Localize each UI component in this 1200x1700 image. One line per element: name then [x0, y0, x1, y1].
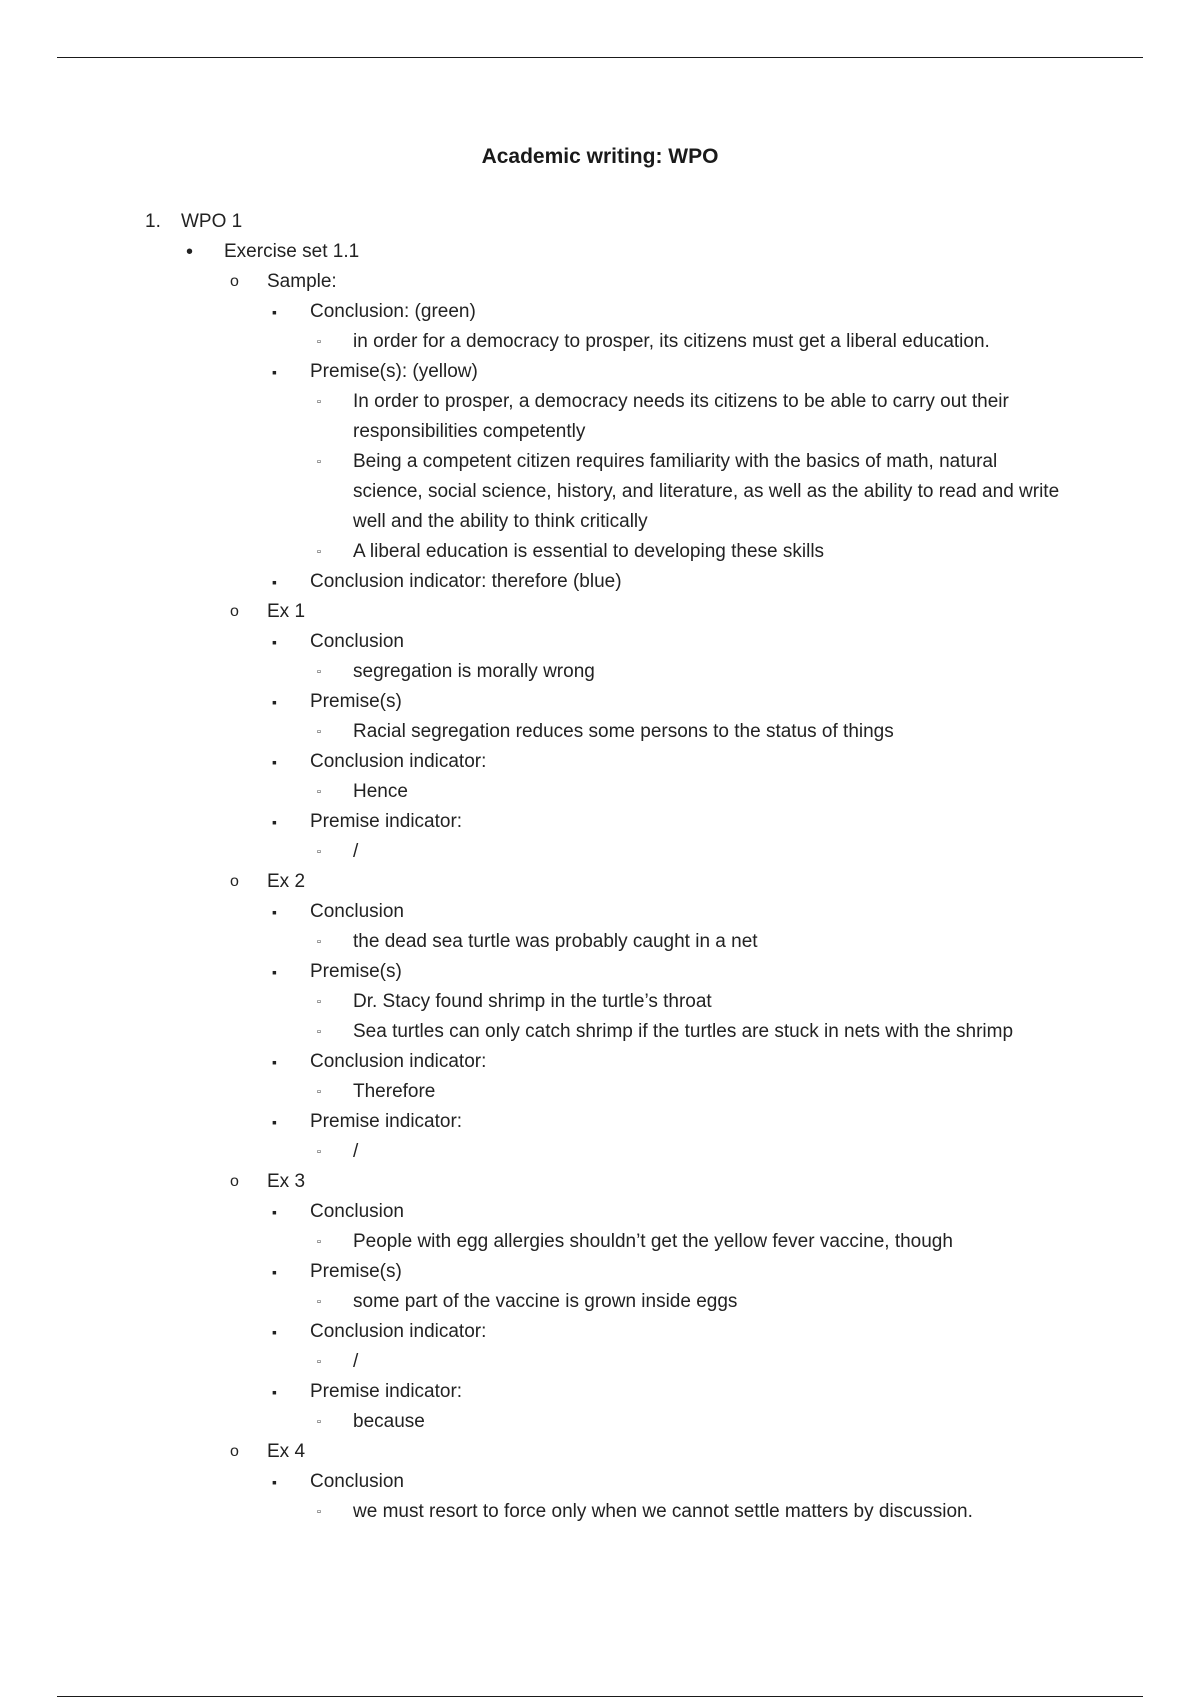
small-square-bullet-icon: ▫ — [317, 1026, 321, 1038]
small-square-bullet-icon: ▫ — [317, 456, 321, 468]
square-bullet-icon: ▪ — [272, 1474, 277, 1490]
ex3-conclusion-indicator-value: / — [353, 1351, 359, 1372]
ex2-conclusion-label: Conclusion — [310, 901, 404, 922]
small-square-bullet-icon: ▫ — [317, 1416, 321, 1428]
square-bullet-icon: ▪ — [272, 1204, 277, 1220]
small-square-bullet-icon: ▫ — [317, 846, 321, 858]
square-bullet-icon: ▪ — [272, 634, 277, 650]
list-item-ex2-conclusion-indicator-value — [0, 1077, 1200, 1107]
square-bullet-icon: ▪ — [272, 1114, 277, 1130]
small-square-bullet-icon: ▫ — [317, 1086, 321, 1098]
ex1-premise-text: Racial segregation reduces some persons to the status of things — [353, 721, 894, 742]
bullet-icon: • — [186, 241, 194, 263]
list-item-sample-premise-1 — [0, 387, 1200, 447]
list-item-ex2-premise-1 — [0, 987, 1200, 1017]
sample-conclusion-text: in order for a democracy to prosper, its citizens must get a liberal education. — [353, 331, 990, 352]
ex2-premise-indicator-value: / — [353, 1141, 359, 1162]
list-item-ex3-premise-indicator-value — [0, 1407, 1200, 1437]
list-item-ex3-conclusion-indicator-value — [0, 1347, 1200, 1377]
square-bullet-icon: ▪ — [272, 364, 277, 380]
list-item-ex2-conclusion-indicator — [0, 1047, 1200, 1077]
list-item-sample-indicator — [0, 567, 1200, 597]
list-item-ex1-premises — [0, 687, 1200, 717]
ex2-premise-text: Dr. Stacy found shrimp in the turtle’s throat — [353, 991, 712, 1012]
list-item-ex2-premises — [0, 957, 1200, 987]
list-item-ex2-conclusion-text — [0, 927, 1200, 957]
square-bullet-icon: ▪ — [272, 1384, 277, 1400]
sample-indicator-text: Conclusion indicator: therefore (blue) — [310, 571, 622, 592]
list-item-ex3-premise-1 — [0, 1287, 1200, 1317]
list-item-ex4 — [0, 1437, 1200, 1467]
small-square-bullet-icon: ▫ — [317, 546, 321, 558]
square-bullet-icon: ▪ — [272, 1264, 277, 1280]
ex1-label: Ex 1 — [267, 601, 306, 622]
ex2-conclusion-text: the dead sea turtle was probably caught in a net — [353, 931, 758, 952]
ex4-conclusion-text: we must resort to force only when we cannot settle matters by discussion. — [353, 1501, 973, 1522]
small-square-bullet-icon: ▫ — [317, 786, 321, 798]
list-item-ex1-premise-indicator — [0, 807, 1200, 837]
ex2-premise-text: Sea turtles can only catch shrimp if the turtles are stuck in nets with the shrimp — [353, 1021, 1014, 1042]
square-bullet-icon: ▪ — [272, 754, 277, 770]
document-body — [0, 207, 1200, 1527]
sample-premise-text: In order to prosper, a democracy needs its citizens to be able to carry out their responsibilities competently — [353, 391, 1009, 442]
circle-bullet-icon: o — [230, 1173, 239, 1190]
list-item-ex2-premise-indicator-value — [0, 1137, 1200, 1167]
ex3-premise-indicator-label: Premise indicator: — [310, 1381, 463, 1402]
list-item-ex1 — [0, 597, 1200, 627]
ex3-premise-indicator-value: because — [353, 1411, 425, 1432]
list-item-ex1-premise-indicator-value — [0, 837, 1200, 867]
list-item-exercise-set — [0, 237, 1200, 267]
small-square-bullet-icon: ▫ — [317, 666, 321, 678]
ex3-conclusion-label: Conclusion — [310, 1201, 404, 1222]
small-square-bullet-icon: ▫ — [317, 336, 321, 348]
list-item-ex2 — [0, 867, 1200, 897]
footer-rule — [57, 1696, 1143, 1697]
ex3-conclusion-indicator-label: Conclusion indicator: — [310, 1321, 487, 1342]
list-item-section — [0, 207, 1200, 237]
ex3-conclusion-text: People with egg allergies shouldn’t get the yellow fever vaccine, though — [353, 1231, 953, 1252]
list-item-ex4-conclusion-text — [0, 1497, 1200, 1527]
small-square-bullet-icon: ▫ — [317, 1146, 321, 1158]
section-heading: WPO 1 — [181, 211, 243, 232]
list-item-sample-conclusion — [0, 297, 1200, 327]
ex4-conclusion-label: Conclusion — [310, 1471, 404, 1492]
small-square-bullet-icon: ▫ — [317, 396, 321, 408]
list-item-sample-premises — [0, 357, 1200, 387]
document-title — [0, 145, 1200, 169]
small-square-bullet-icon: ▫ — [317, 1296, 321, 1308]
list-item-sample-conclusion-text — [0, 327, 1200, 357]
small-square-bullet-icon: ▫ — [317, 726, 321, 738]
ex1-conclusion-indicator-label: Conclusion indicator: — [310, 751, 487, 772]
sample-conclusion-label: Conclusion: (green) — [310, 301, 476, 322]
ex2-label: Ex 2 — [267, 871, 306, 892]
ex1-premise-indicator-label: Premise indicator: — [310, 811, 463, 832]
ex3-premise-text: some part of the vaccine is grown inside eggs — [353, 1291, 738, 1312]
list-item-sample — [0, 267, 1200, 297]
list-item-sample-premise-2 — [0, 447, 1200, 537]
list-item-ex1-conclusion-text — [0, 657, 1200, 687]
small-square-bullet-icon: ▫ — [317, 1356, 321, 1368]
small-square-bullet-icon: ▫ — [317, 996, 321, 1008]
list-item-ex2-premise-2 — [0, 1017, 1200, 1047]
circle-bullet-icon: o — [230, 603, 239, 620]
list-item-ex3-conclusion-indicator — [0, 1317, 1200, 1347]
list-item-sample-premise-3 — [0, 537, 1200, 567]
sample-premises-label: Premise(s): (yellow) — [310, 361, 478, 382]
ex4-label: Ex 4 — [267, 1441, 306, 1462]
small-square-bullet-icon: ▫ — [317, 936, 321, 948]
list-item-ex3-premises — [0, 1257, 1200, 1287]
list-item-ex1-premise-1 — [0, 717, 1200, 747]
square-bullet-icon: ▪ — [272, 1324, 277, 1340]
square-bullet-icon: ▪ — [272, 574, 277, 590]
list-item-ex2-conclusion — [0, 897, 1200, 927]
ex1-premise-indicator-value: / — [353, 841, 359, 862]
list-item-ex3-conclusion — [0, 1197, 1200, 1227]
square-bullet-icon: ▪ — [272, 694, 277, 710]
square-bullet-icon: ▪ — [272, 904, 277, 920]
exercise-set-heading: Exercise set 1.1 — [224, 241, 360, 262]
square-bullet-icon: ▪ — [272, 1054, 277, 1070]
ex1-premises-label: Premise(s) — [310, 691, 402, 712]
list-item-ex4-conclusion — [0, 1467, 1200, 1497]
list-item-ex3 — [0, 1167, 1200, 1197]
circle-bullet-icon: o — [230, 273, 239, 290]
ex1-conclusion-label: Conclusion — [310, 631, 404, 652]
square-bullet-icon: ▪ — [272, 814, 277, 830]
square-bullet-icon: ▪ — [272, 964, 277, 980]
list-item-ex3-conclusion-text — [0, 1227, 1200, 1257]
circle-bullet-icon: o — [230, 873, 239, 890]
ex2-conclusion-indicator-value: Therefore — [353, 1081, 436, 1102]
list-item-ex2-premise-indicator — [0, 1107, 1200, 1137]
ex1-conclusion-text: segregation is morally wrong — [353, 661, 595, 682]
sample-premise-text: Being a competent citizen requires familiarity with the basics of math, natural science, social science, history, and literature, as well as the ability to read and write well and the ability to think critically — [353, 451, 1060, 532]
ex3-premises-label: Premise(s) — [310, 1261, 402, 1282]
circle-bullet-icon: o — [230, 1443, 239, 1460]
ex3-label: Ex 3 — [267, 1171, 306, 1192]
ex2-premises-label: Premise(s) — [310, 961, 402, 982]
document-title-text: Academic writing: WPO — [481, 145, 719, 168]
list-item-ex1-conclusion-indicator — [0, 747, 1200, 777]
header-rule — [57, 57, 1143, 58]
list-item-ex1-conclusion — [0, 627, 1200, 657]
square-bullet-icon: ▪ — [272, 304, 277, 320]
list-item-ex3-premise-indicator — [0, 1377, 1200, 1407]
ex2-conclusion-indicator-label: Conclusion indicator: — [310, 1051, 487, 1072]
sample-label: Sample: — [267, 271, 337, 292]
small-square-bullet-icon: ▫ — [317, 1236, 321, 1248]
number-marker: 1. — [145, 211, 161, 232]
ex1-conclusion-indicator-value: Hence — [353, 781, 408, 802]
small-square-bullet-icon: ▫ — [317, 1506, 321, 1518]
list-item-ex1-conclusion-indicator-value — [0, 777, 1200, 807]
sample-premise-text: A liberal education is essential to developing these skills — [353, 541, 825, 562]
ex2-premise-indicator-label: Premise indicator: — [310, 1111, 463, 1132]
